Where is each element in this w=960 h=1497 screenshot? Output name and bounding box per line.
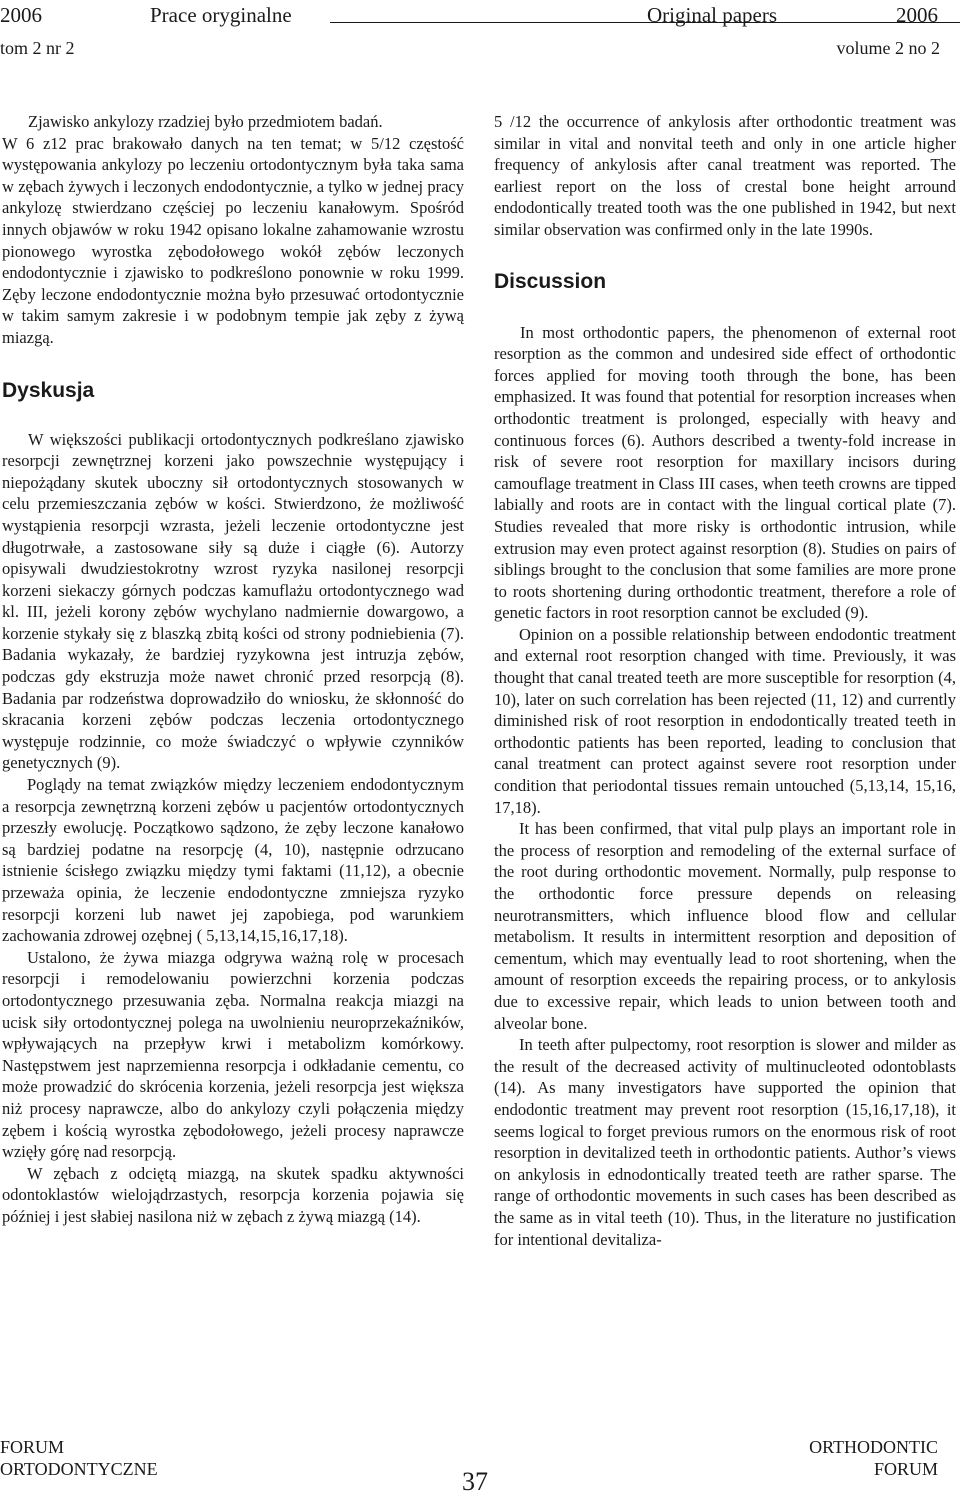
- footer-left-line1: FORUM: [0, 1437, 65, 1457]
- intro-paragraph-en: 5 /12 the occurrence of ankylosis after orthodontic treatment was similar in vital and nonvital teeth and only in one article higher frequency of ankylosis after canal treatment was reported. The earliest report on the loss of crestal bone height arround endodontically treated tooth was the one published in 1942, but next similar observation was confirmed only in the late 1990s.: [494, 112, 956, 239]
- english-column: [494, 111, 956, 1250]
- polish-column: [2, 111, 464, 1228]
- header-issue-pl: tom 2 nr 2: [0, 38, 75, 58]
- footer-journal-en: [809, 1436, 938, 1480]
- intro-first-line: Zjawisko ankylozy rzadziej było przedmiotem badań.: [28, 112, 383, 131]
- header-year-left: 2006: [0, 3, 42, 27]
- section-heading-en: Discussion: [494, 269, 607, 293]
- footer-right-line1: ORTHODONTIC: [809, 1437, 938, 1457]
- header-issue-en: volume 2 no 2: [836, 38, 940, 58]
- paragraph-en: Opinion on a possible relationship between endodontic treatment and external root resorption changed with time. Previously, it was thought that canal treated teeth are more susceptible for resorption (4, 10), later on such correlation has been rejected (11, 12) and currently diminished risk of root resorption in endodontically treated teeth in orthodontic patients has been reported, leading to conclusion that canal treatment can protect against severe root resorption under condition that periodontal tissues remain untouched (5,13,14, 15,16, 17,18).: [494, 624, 956, 817]
- paragraph-pl: W zębach z odciętą miazgą, na skutek spadku aktywności odontoklastów wielojądrzastych, resorpcja korzenia pojawia się później i jest słabiej nasilona niż w zębach z żywą miazgą (14).: [2, 1163, 464, 1226]
- paragraph-en: In most orthodontic papers, the phenomenon of external root resorption as the common and undesired side effect of orthodontic forces applied for moving tooth through the bone, has been emphasized. It was found that potential for resorption increases when orthodontic treatment is prolonged, especially with heavy and continuous forces (6). Authors described a twenty-fold increase in risk of severe root resorption for maxillary incisors during camouflage treatment in Class III cases, when teeth crowns are tipped labially and roots are in contact with the lingual cortical plate (7). Studies revealed that more risky is orthodontic intrusion, while extrusion may even protect against resorption (8). Studies on pairs of siblings brought to the conclusion that some families are more prone to roots shortening during orthodontic treatment, therefore a role of genetic factors in root resorption cannot be excluded (9).: [494, 322, 956, 623]
- intro-paragraph-pl: W 6 z12 prac brakowało danych na ten temat; w 5/12 częstość występowania ankylozy po leczeniu ortodontycznym była taka sama w zębach żywych i leczonych endodontycznie, a tylko w jednej pracy ankylozę stwierdzano częściej po leczeniu kanałowym. Spośród innych objawów w roku 1942 opisano lokalne zahamowanie wzrostu pionowego wyrostka zębodołowego wokół zębów leczonych endodontycznie i zjawisko to podkreślono ponownie w roku 1999. Zęby leczone endodontycznie można było przesuwać ortodontycznie w takim samym zakresie i w podobnym tempie jak zęby z żywą miazgą.: [2, 133, 464, 347]
- paragraph-pl: Ustalono, że żywa miazga odgrywa ważną rolę w procesach resorpcji i remodelowaniu powierzchni korzenia podczas ortodontycznego przesuwania zęba. Normalna reakcja miazgi na ucisk siły ortodontycznej polega na uwolnieniu neuroprzekaźników, wpływających na przepływ krwi i metabolizm komórkowy. Następstwem jest naprzemienna resorpcja i odkładanie cementu, co może prowadzić do skrócenia korzenia, jeżeli resorpcja jest większa niż procesy naprawcze, albo do ankylozy czyli połączenia między zębem i kością wyrostka zębodołowego, jeżeli procesy naprawcze wzięły górę nad resorpcją.: [2, 947, 464, 1162]
- header-rule: [330, 22, 960, 23]
- header-section-pl: Prace oryginalne: [150, 3, 292, 27]
- footer-journal-pl: [0, 1436, 158, 1480]
- header-section-en: Original papers: [647, 3, 778, 27]
- section-heading-pl: Dyskusja: [2, 378, 95, 402]
- page-number: 37: [462, 1467, 488, 1496]
- header-year-right: 2006: [896, 3, 938, 27]
- paragraph-pl: W większości publikacji ortodontycznych podkreślano zjawisko resorpcji zewnętrznej korzeni jako powszechnie występujący i niepożądany skutek uboczny sił ortodontycznych stosowanych w celu przemieszczania zębów w kości. Stwierdzono, że możliwość wystąpienia resorpcji wzrasta, jeżeli leczenie ortodontyczne jest długotrwałe, a zastosowane siły są duże i ciągłe (6). Autorzy opisywali dwudziestokrotny wzrost ryzyka nasilonej resorpcji korzeni siekaczy górnych podczas kamuflażu ortodontycznego wad kl. III, jeżeli korony zębów wychylano nadmiernie dowargowo, a korzenie stykały się z blaszką zbitą kości od strony podniebienia (7). Badania wykazały, że bardziej ryzykowna jest intruzja zębów, podczas gdy ekstruzja może nawet chronić przed resorpcją (8). Badania par rodzeństwa doprowadziło do wniosku, że skłonność do skracania korzeni zębów podczas leczenia ortodontycznego występuje rodzinnie, co może świadczyć o wpływie czynników genetycznych (9).: [2, 429, 464, 773]
- paragraph-pl: Poglądy na temat związków między leczeniem endodontycznym a resorpcja zewnętrzną korzeni zębów u pacjentów ortodontycznych przeszły ewolucję. Początkowo sądzono, że zęby leczone kanałowo są bardziej podatne na resorpcję (4, 10), następnie odrzucano istnienie ścisłego związku między tymi faktami (11,12), a obecnie przeważa opinia, że leczenie endodontyczne zmniejsza ryzyko resorpcji korzeni lub nawet jej zapobiega, pod warunkiem zachowania zdrowej ozębnej ( 5,13,14,15,16,17,18).: [2, 775, 464, 946]
- running-header: [0, 0, 960, 30]
- paragraph-en: In teeth after pulpectomy, root resorption is slower and milder as the result of the decreased activity of multinucleoted odontoblasts (14). As many investigators have supported the opinion that endodontic treatment may prevent root resorption (15,16,17,18), it seems logical to forget previous rumors on the enormous risk of root resorption in devitalized teeth in orthodontic patients. Author’s views on ankylosis in ednodontically treated teeth are rather sparse. The range of orthodontic movements in such cases has been described as the same as in vital teeth (10). Thus, in the literature no justification for intentional devitaliza-: [494, 1035, 956, 1249]
- paragraph-en: It has been confirmed, that vital pulp plays an important role in the process of resorption and remodeling of the external surface of the root during orthodontic movement. Normally, pulp response to the orthodontic force pressure depends on releasing neurotransmitters, which influence blood flow and cellular metabolism. It results in intermittent resorption and deposition of cementum, which may eventually lead to root shortening, when the amount of resorption exceeds the repairing process, or to ankylosis due to excessive repair, which leads to union between tooth and alveolar bone.: [494, 819, 956, 1033]
- footer-left-line2: ORTODONTYCZNE: [0, 1459, 158, 1479]
- footer-right-line2: FORUM: [873, 1459, 938, 1479]
- issue-line: [0, 36, 960, 66]
